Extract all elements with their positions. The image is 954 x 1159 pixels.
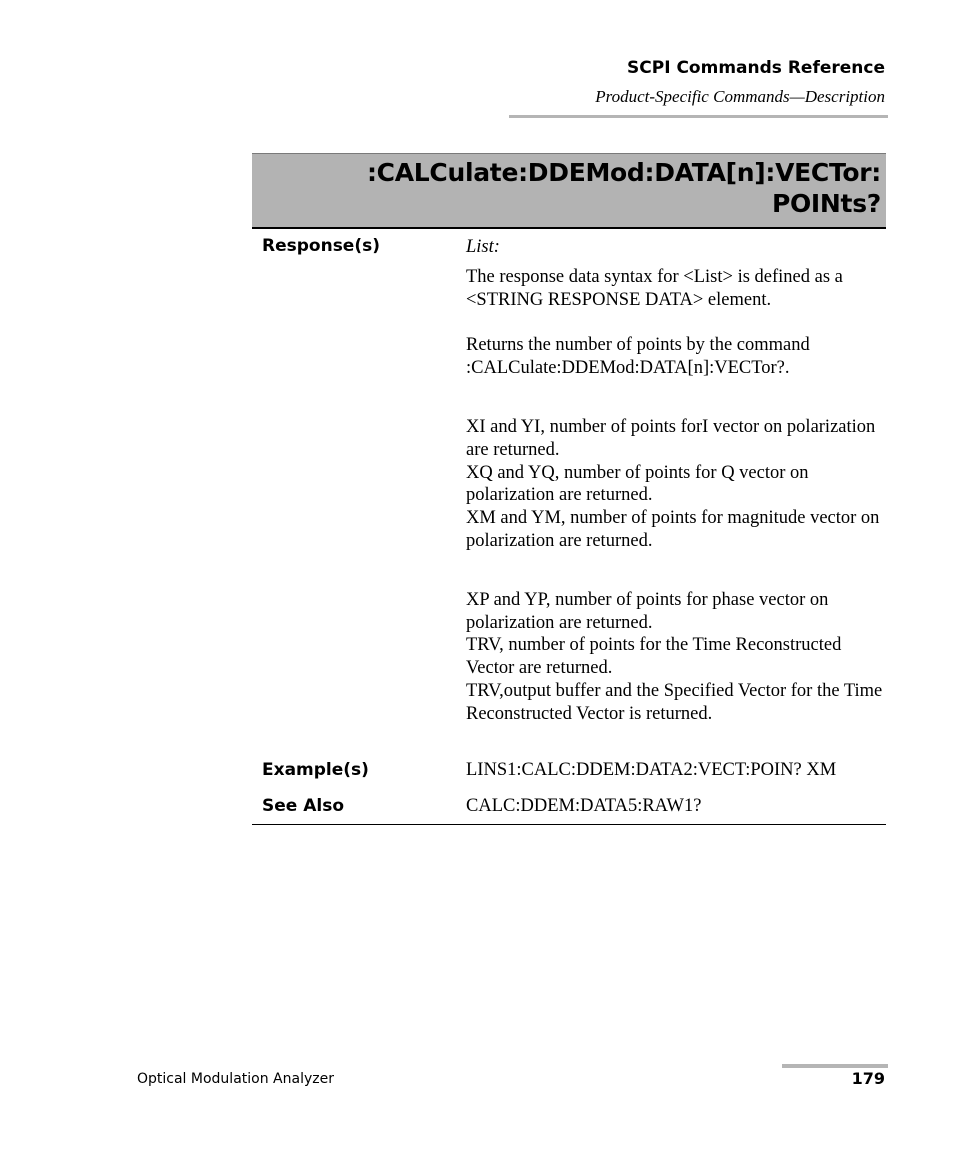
response-iq-q: XQ and YQ, number of points for Q vector on polarization are returned. [466, 462, 809, 506]
command-heading-box [252, 153, 886, 229]
command-title-line2: POINts? [771, 189, 881, 218]
response-values [466, 236, 886, 726]
example-value: LINS1:CALC:DDEM:DATA2:VECT:POIN? XM [466, 760, 837, 780]
page-number: 179 [851, 1069, 885, 1088]
running-header-subtitle: Product-Specific Commands—Description [595, 87, 885, 106]
see-also-value: CALC:DDEM:DATA5:RAW1? [466, 796, 702, 816]
see-also-label: See Also [262, 796, 345, 816]
response-description: Returns the number of points by the command :CALCulate:DDEMod:DATA[n]:VECTor?. [466, 335, 810, 379]
example-label: Example(s) [262, 760, 369, 780]
response-syntax: The response data syntax for <List> is defined as a <STRING RESPONSE DATA> element. [466, 266, 843, 310]
response-magnitude: XM and YM, number of points for magnitude vector on polarization are returned. [466, 508, 880, 551]
footer-rule [782, 1064, 888, 1068]
response-trv-output: TRV,output buffer and the Specified Vector for the Time Reconstructed Vector is returned. [466, 680, 883, 724]
response-type: List: [466, 237, 500, 257]
response-trv: TRV, number of points for the Time Reconstructed Vector are returned. [466, 635, 842, 679]
table-bottom-rule [252, 824, 886, 825]
response-label: Response(s) [262, 236, 380, 256]
command-title-line1: :CALCulate:DDEMod:DATA[n]:VECTor: [366, 158, 881, 187]
footer-product-name: Optical Modulation Analyzer [137, 1071, 334, 1087]
response-iq-i: XI and YI, number of points forI vector on polarization are returned. [466, 416, 876, 460]
command-title [367, 157, 881, 219]
header-rule [509, 115, 888, 118]
response-phase: XP and YP, number of points for phase vector on polarization are returned. [466, 589, 829, 633]
running-header-title: SCPI Commands Reference [627, 58, 885, 78]
